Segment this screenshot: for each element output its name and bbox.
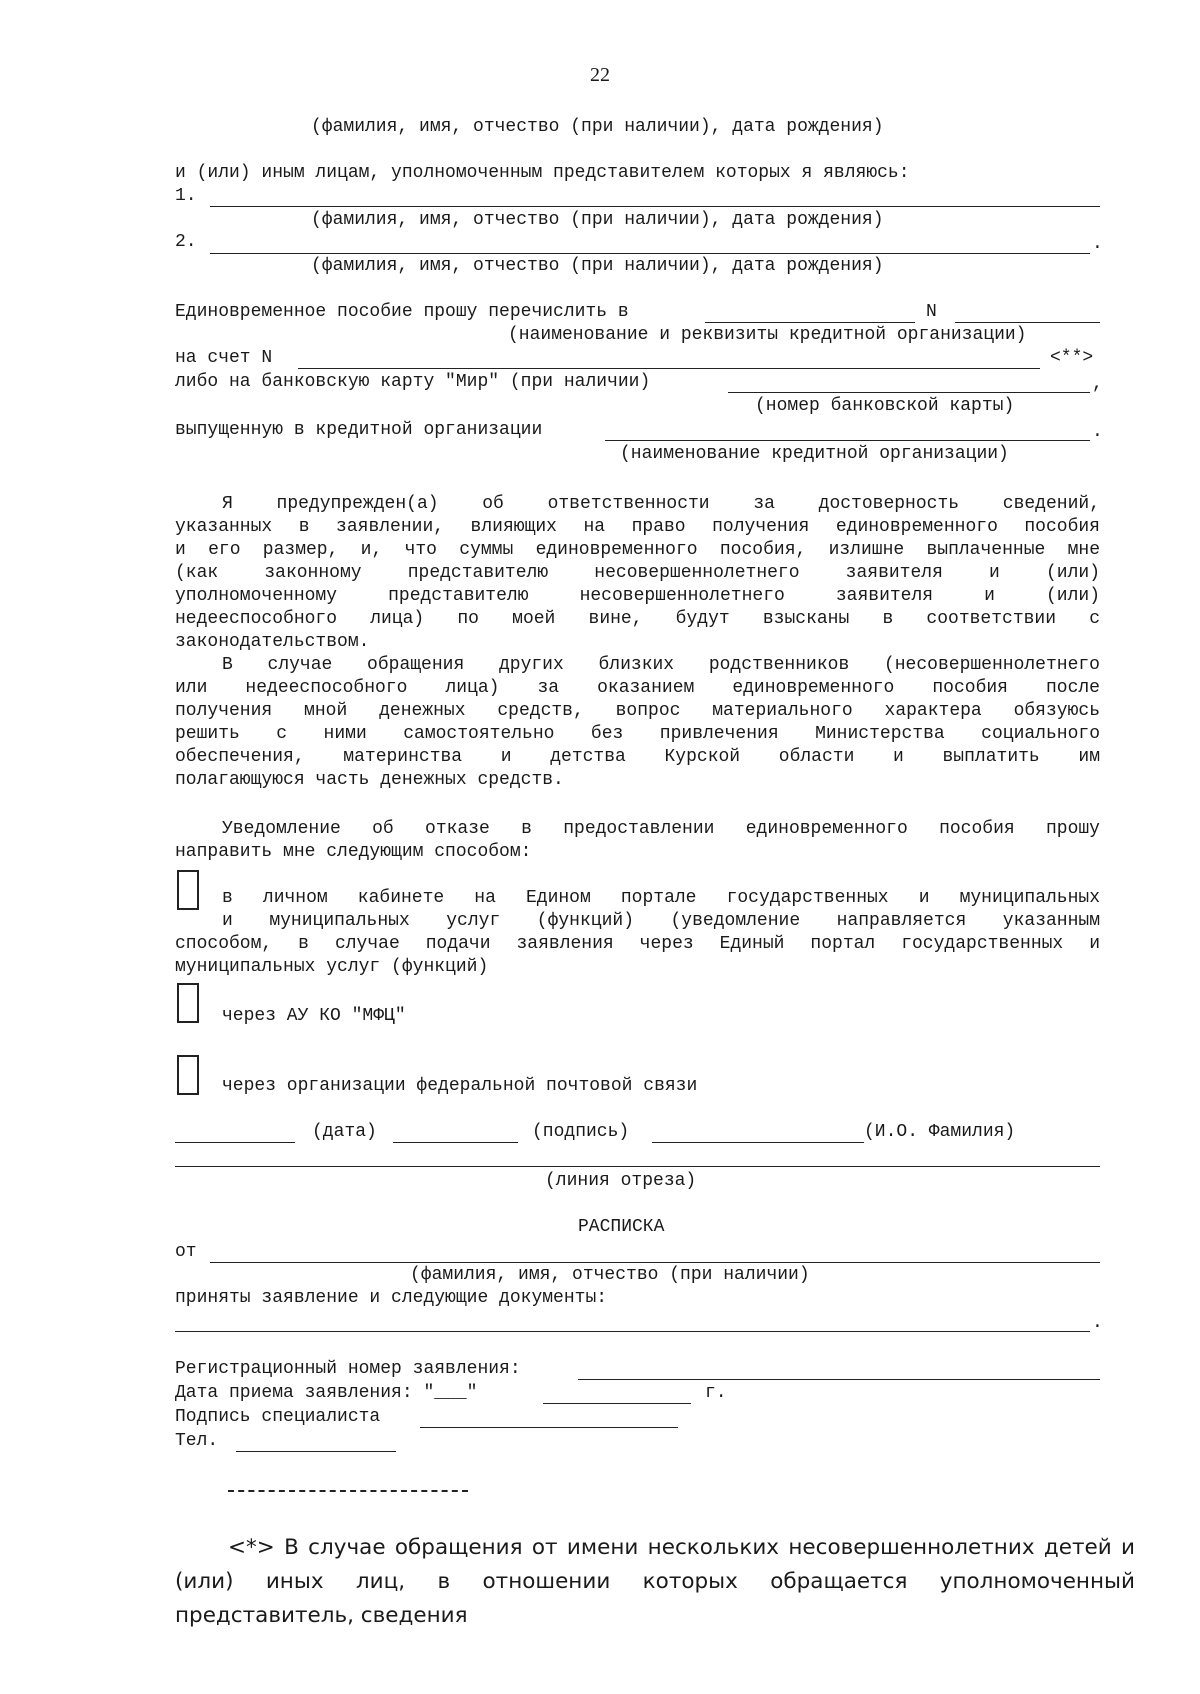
cut-line: [175, 1166, 1100, 1167]
issuing-bank-field[interactable]: [605, 440, 1090, 441]
option-portal-line: в личном кабинете на Едином портале государственных и муниципальных: [222, 888, 1100, 908]
warning-line: законодательством.: [175, 632, 370, 652]
option-portal-line: способом, в случае подачи заявления через Единый портал государственных и: [175, 934, 1100, 954]
issued-hint: (наименование кредитной организации): [620, 444, 1009, 464]
receipt-title: РАСПИСКА: [578, 1217, 665, 1237]
relatives-line: полагающуюся часть денежных средств.: [175, 770, 564, 790]
tel-label: Тел.: [175, 1431, 219, 1451]
notice-line: Уведомление об отказе в предоставлении единовременного пособия прошу: [222, 819, 1100, 839]
n-label: N: [926, 302, 937, 322]
notice-line: направить мне следующим способом:: [175, 842, 532, 862]
bank-org-hint: (наименование и реквизиты кредитной организации): [508, 325, 1027, 345]
name-hint: (И.О. Фамилия): [864, 1122, 1016, 1142]
option-mfc: через АУ КО "МФЦ": [222, 1006, 406, 1026]
name-field[interactable]: [652, 1142, 864, 1143]
footnote-separator: [228, 1490, 468, 1492]
option-portal-line: и муниципальных услуг (функций) (уведомление направляется указанным: [222, 911, 1100, 931]
account-label: на счет N: [175, 348, 273, 368]
other-persons-intro: и (или) иным лицам, уполномоченным представителем которых я являюсь:: [175, 163, 910, 183]
relatives-line: получения мной денежных средств, вопрос материального характера обязуюсь: [175, 701, 1100, 721]
receipt-fio-field[interactable]: [210, 1262, 1100, 1263]
issued-label: выпущенную в кредитной организации: [175, 420, 543, 440]
period-mark-3: .: [1092, 1313, 1103, 1333]
receipt-date-label: Дата приема заявления: "___": [175, 1383, 478, 1403]
relatives-line: или недееспособного лица) за оказанием единовременного пособия после: [175, 678, 1100, 698]
signature-field[interactable]: [393, 1142, 518, 1143]
receipt-date-field[interactable]: [543, 1403, 691, 1404]
person-2-field[interactable]: [210, 253, 1090, 254]
relatives-line: решить с ними самостоятельно без привлечения Министерства социального: [175, 724, 1100, 744]
period-mark-2: .: [1092, 422, 1103, 442]
portal-checkbox[interactable]: [177, 870, 199, 910]
mfc-checkbox[interactable]: [177, 983, 199, 1023]
reg-number-label: Регистрационный номер заявления:: [175, 1359, 521, 1379]
account-number-field[interactable]: [298, 368, 1040, 369]
post-checkbox[interactable]: [177, 1055, 199, 1095]
signature-hint: (подпись): [532, 1122, 630, 1142]
warning-line: указанных в заявлении, влияющих на право получения единовременного пособия: [175, 517, 1100, 537]
relatives-line: В случае обращения других близких родственников (несовершеннолетнего: [222, 655, 1100, 675]
cut-line-hint: (линия отреза): [545, 1171, 697, 1191]
accepted-label: приняты заявление и следующие документы:: [175, 1288, 608, 1308]
date-field[interactable]: [175, 1142, 295, 1143]
option-portal-line: муниципальных услуг (функций): [175, 957, 489, 977]
receipt-fio-hint: (фамилия, имя, отчество (при наличии): [410, 1265, 810, 1285]
relatives-line: обеспечения, материнства и детства Курской области и выплатить им: [175, 747, 1100, 767]
footnote-text: <*> В случае обращения от имени нескольких несовершеннолетних детей и (или) иных лиц, в отношении которых обращается уполномоченный представитель, сведения: [175, 1535, 1135, 1628]
reg-number-field[interactable]: [578, 1379, 1100, 1380]
date-hint: (дата): [312, 1122, 377, 1142]
item-2-label: 2.: [175, 232, 197, 252]
page-number: 22: [590, 64, 610, 86]
tel-field[interactable]: [236, 1451, 396, 1452]
fio-hint-1: (фамилия, имя, отчество (при наличии), дата рождения): [311, 210, 884, 230]
bank-name-field[interactable]: [705, 322, 915, 323]
specialist-signature-field[interactable]: [420, 1427, 678, 1428]
account-note: <**>: [1050, 348, 1094, 368]
period-mark: .: [1092, 234, 1103, 254]
documents-field[interactable]: [175, 1331, 1090, 1332]
year-suffix: г.: [705, 1383, 727, 1403]
warning-line: (как законному представителю несовершеннолетнего заявителя и (или): [175, 563, 1100, 583]
person-1-field[interactable]: [210, 206, 1100, 207]
transfer-label: Единовременное пособие прошу перечислить в: [175, 302, 629, 322]
card-label: либо на банковскую карту "Мир" (при наличии): [175, 372, 651, 392]
fio-hint-2: (фамилия, имя, отчество (при наличии), дата рождения): [311, 256, 884, 276]
option-post: через организации федеральной почтовой связи: [222, 1076, 698, 1096]
item-1-label: 1.: [175, 186, 197, 206]
specialist-label: Подпись специалиста: [175, 1407, 381, 1427]
card-hint: (номер банковской карты): [755, 396, 1015, 416]
bank-number-field[interactable]: [955, 322, 1100, 323]
warning-line: Я предупрежден(а) об ответственности за достоверность сведений,: [222, 494, 1100, 514]
warning-line: недееспособного лица) по моей вине, будут взысканы в соответствии с: [175, 609, 1100, 629]
warning-line: и его размер, и, что суммы единовременного пособия, излишне выплаченные мне: [175, 540, 1100, 560]
comma-mark: ,: [1092, 374, 1103, 394]
from-label: от: [175, 1242, 197, 1262]
fio-hint-top: (фамилия, имя, отчество (при наличии), дата рождения): [311, 117, 884, 137]
card-number-field[interactable]: [728, 392, 1090, 393]
warning-line: уполномоченному представителю несовершеннолетнего заявителя и (или): [175, 586, 1100, 606]
